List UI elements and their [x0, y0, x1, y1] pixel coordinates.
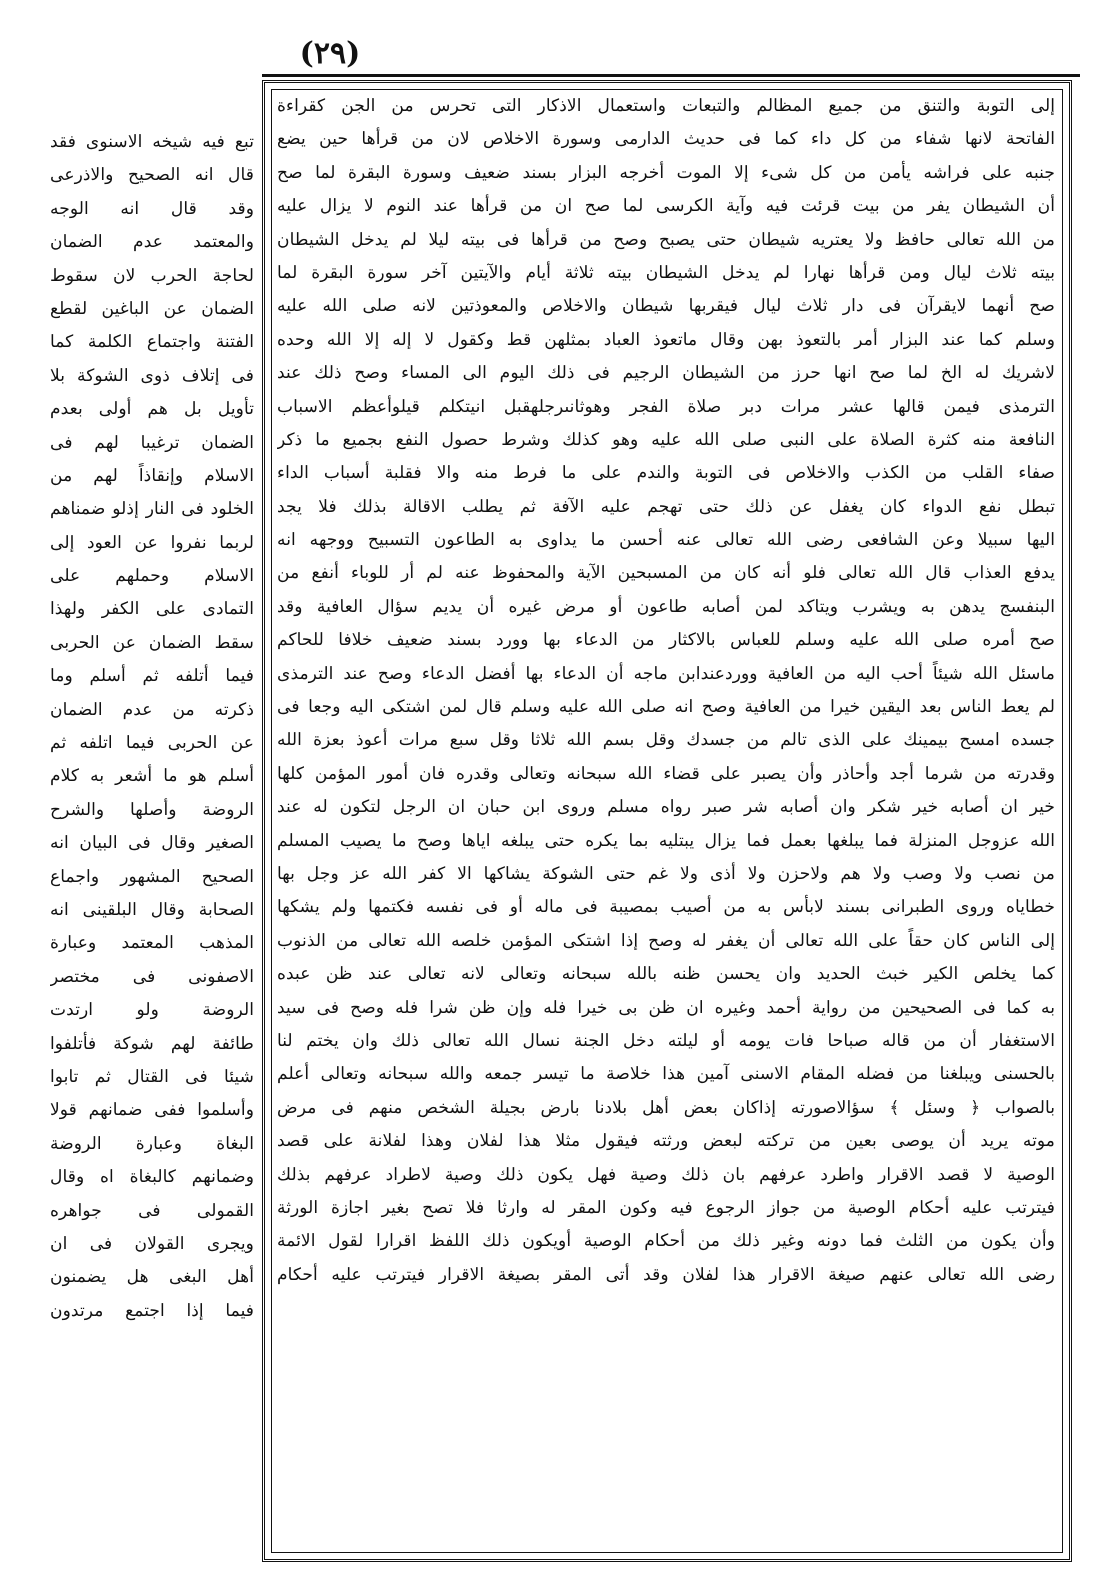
main-text-line: بيته ثلاث ليال ومن قرأها نهارا لم يدخل الشيطان بيته ثلاثة أيام والآيتين آخر سورة البقرة لما — [277, 262, 1055, 283]
margin-line: الخلود فى النار إذلو ضمناهم — [50, 499, 254, 520]
margin-line: الاسلام وإنقاذاً لهم من — [50, 465, 254, 486]
margin-line: سقط الضمان عن الحربى — [50, 632, 254, 653]
margin-line: فيما إذا اجتمع مرتدون — [50, 1300, 254, 1321]
main-text-line: إلى التوبة والتنق من جميع المظالم والتبعات واستعمال الاذكار التى تحرس من الجن كقراءة — [277, 96, 1055, 116]
margin-line: ويجرى القولان فى ان — [50, 1233, 254, 1254]
main-text-line: موته يريد أن يوصى بعين من تركته لبعض ورثته فيقول مثلا هذا لفلان وهذا لفلانة على قصد — [277, 1131, 1055, 1152]
margin-line: أهل البغى هل يضمنون — [50, 1267, 254, 1288]
margin-line: تبع فيه شيخه الاسنوى فقد — [50, 132, 254, 152]
main-text-line: ماسئل الله شيئاً أحب اليه من العافية ووردعندابن ماجه أن الدعاء بها أفضل الدعاء وصح عند الترمذى — [277, 663, 1055, 684]
margin-line: البغاة وعبارة الروضة — [50, 1133, 254, 1154]
main-text-line: لاشريك له الخ لما صح انها حرز من الشيطان الرجيم فى ذلك اليوم الى المساء وصح ذلك عند — [277, 363, 1055, 384]
margin-line: فيما أتلفه ثم أسلم وما — [50, 666, 254, 687]
margin-line: والمعتمد عدم الضمان — [50, 232, 254, 253]
margin-line: ذكرته من عدم الضمان — [50, 699, 254, 720]
margin-line: شيئا فى القتال ثم تابوا — [50, 1066, 254, 1087]
main-text-line: من الله تعالى حافظ ولا يعتريه شيطان حتى يصبح وصح من قرأها فى بيته ليلا لم يدخل الشيطان — [277, 229, 1055, 250]
main-text-line: الوصية لا قصد الاقرار واطرد عرفهم بان ذلك وصية فهل يكون ذلك وصية لاطراد عرفهم بذلك — [277, 1164, 1055, 1185]
main-text-line: لم يعط الناس بعد اليقين خيرا من العافية وصح انه صلى الله عليه وسلم قال لمن اشتكى اليه وجعا فى — [277, 697, 1055, 718]
margin-line: الصحابة وقال البلقينى انه — [50, 899, 254, 920]
main-text-line: صفاء القلب من الكذب والاخلاص فى التوبة والندم على ما فرط منه والا فقلبة أسباب الداء — [277, 463, 1055, 484]
margin-line: الروضة وأصلها والشرح — [50, 799, 254, 820]
main-text-line: صح أنهما لايقرآن فى دار ثلاث ليال فيقربها شيطان والاخلاص والمعوذتين لانه صلى الله عليه — [277, 296, 1055, 317]
main-text-block — [277, 90, 1055, 1550]
margin-line: لحاجة الحرب لان سقوط — [50, 265, 254, 286]
main-text-line: النافعة منه كثرة الصلاة على النبى صلى الله عليه وهو كذلك وشرط حصول النفع بجميع ما ذكر — [277, 429, 1055, 450]
margin-line: فى إتلاف ذوى الشوكة بلا — [50, 365, 254, 386]
margin-line: الصحيح المشهور واجماع — [50, 866, 254, 887]
margin-line: الصغير وقال فى البيان انه — [50, 833, 254, 854]
margin-line: الضمان عن الباغين لقطع — [50, 298, 254, 319]
margin-line: القمولى فى جواهره — [50, 1200, 254, 1221]
margin-line: وضمانهم كالبغاة اه وقال — [50, 1167, 254, 1188]
main-text-line: يدفع العذاب قال الله تعالى فلو أنه كان من المسبحين الآية والمحفوظ عنه لم أر للوباء أنفع من — [277, 563, 1055, 584]
main-text-line: الترمذى فيمن قالها عشر مرات دبر صلاة الفجر وهوثانىرجلهقبل انيتكلم قيلوأعظم الاسباب — [277, 396, 1055, 417]
main-text-line: رضى الله تعالى عنهم صيغة الاقرار هذا لفلان وقد أتى المقر بصيغة الاقرار فيترتب عليه أحكام — [277, 1264, 1055, 1285]
main-text-line: تبطل نفع الدواء كان يغفل عن ذلك حتى تهجم عليه الآفة ثم يطلب الاقالة بذلك فلا يجد — [277, 496, 1055, 517]
main-text-line: بالصواب ﴿ وسئل ﴾ سؤالاصورته إذاكان بعض أهل بلادنا بارض بجيلة الشخص منهم فى مرض — [277, 1097, 1055, 1118]
margin-line: لربما نفروا عن العود إلى — [50, 532, 254, 553]
margin-line: الفتنة واجتماع الكلمة كما — [50, 332, 254, 353]
margin-line: وأسلموا ففى ضمانهم قولا — [50, 1100, 254, 1121]
main-text-line: جسده امسح بيمينك على الذى تالم من جسدك وقل بسم الله ثلاثا وقل سبع مرات أعوذ بعزة الله — [277, 730, 1055, 751]
main-text-line: كما يخلص الكير خبث الحديد وان يحسن ظنه بالله سبحانه وتعالى لانه تعالى عند ظن عبده — [277, 964, 1055, 985]
main-text-line: الفاتحة لانها شفاء من كل داء كما فى حديث الدارمى وسورة الاخلاص لان من قرأها حين يضع — [277, 129, 1055, 150]
margin-line: الاصفونى فى مختصر — [50, 966, 254, 987]
margin-line: المذهب المعتمد وعبارة — [50, 933, 254, 954]
margin-line: الروضة ولو ارتدت — [50, 1000, 254, 1021]
main-text-line: البنفسج يدهن به ويشرب ويتاكد لمن أصابه طاعون أو مرض غيره أن يديم سؤال العافية وقد — [277, 596, 1055, 617]
header-rule — [262, 74, 1080, 77]
main-text-line: فيترتب عليه أحكام الوصية من جواز الرجوع فيه وكون المقر له وارثا فلا تصح بغير اجازة الورثة — [277, 1197, 1055, 1218]
main-text-line: جنبه على فراشه يأمن من كل شىء إلا الموت أخرجه البزار بسند ضعيف وسورة البقرة لما صح — [277, 162, 1055, 183]
margin-line: أسلم هو ما أشعر به كلام — [50, 766, 254, 787]
main-text-line: إلى الناس كان حقاً على الله تعالى أن يغفر له وصح إذا اشتكى المؤمن خلصه الله تعالى من الذنوب — [277, 930, 1055, 951]
margin-line: عن الحربى فيما اتلفه ثم — [50, 733, 254, 754]
main-text-line: أن الشيطان يفر من بيت قرئت فيه وآية الكرسى لما صح ان من قرأها عند النوم لا يزال عليه — [277, 196, 1055, 217]
main-text-line: خطاياه وروى الطبرانى بسند لابأس به من أصيب بمصيبة فى ماله أو فى نفسه فكتمها ولم يشكها — [277, 897, 1055, 918]
margin-commentary — [50, 126, 254, 1566]
main-text-line: بالحسنى ويبلغنا من فضله المقام الاسنى آمين هذا خلاصة ما تيسر جمعه والله سبحانه وتعالى أعلم — [277, 1064, 1055, 1085]
main-text-line: وقدرته من شرما أجد وأحاذر وأن يصبر على قضاء الله سبحانه وتعالى وقدره فان أمور المؤمن كلها — [277, 763, 1055, 784]
main-text-line: خير ان أصابه خير شكر وان أصابه شر صبر رواه مسلم وروى ابن حبان ان الرجل لتكون له عند — [277, 797, 1055, 818]
margin-line: الاسلام وحملهم على — [50, 566, 254, 587]
margin-line: قال انه الصحيح والاذرعى — [50, 165, 254, 186]
main-text-line: الاستغفار أن من قاله صباحا فات يومه أو ليلته دخل الجنة نسال الله تعالى ذلك وان يختم لنا — [277, 1030, 1055, 1051]
main-text-line: من نصب ولا وصب ولا هم ولاحزن ولا أذى ولا غم حتى الشوكة يشاكها الا كفر الله عز وجل بها — [277, 863, 1055, 884]
main-text-line: وسلم كما عند البزار أمر بالتعوذ بهن وقال ماتعوذ العباد بمثلهن قط وكقول لا إله إلا الله وحده — [277, 329, 1055, 350]
page-number: (٢٩) — [299, 36, 361, 71]
main-text-line: صح أمره صلى الله عليه وسلم للعباس بالاكثار من الدعاء بها وورد بسند ضعيف خلافا للحاكم — [277, 630, 1055, 651]
main-text-line: الله عزوجل المنزلة فما يبلغها بعمل فما يزال يبتليه بما يكره حتى يبلغه اياها وصح ما يصيب المسلم — [277, 830, 1055, 851]
main-text-line: اليها سبيلا وعن الشافعى رضى الله تعالى عنه أحسن ما يداوى به الطاعون التسبيح ووجهه انه — [277, 530, 1055, 551]
main-text-line: وأن يكون من الثلث فما دونه وغير ذلك من أحكام الوصية أويكون ذلك اللفظ اقرارا لقول الائمة — [277, 1231, 1055, 1252]
margin-line: طائفة لهم شوكة فأتلفوا — [50, 1033, 254, 1054]
main-text-line: به كما فى الصحيحين من رواية أحمد وغيره ان ظن بى خيرا فله وإن ظن شرا فله وصح فى سيد — [277, 997, 1055, 1018]
margin-line: تأويل بل هم أولى بعدم — [50, 399, 254, 420]
margin-line: وقد قال انه الوجه — [50, 198, 254, 219]
margin-line: التمادى على الكفر ولهذا — [50, 599, 254, 620]
margin-line: الضمان ترغيبا لهم فى — [50, 432, 254, 453]
